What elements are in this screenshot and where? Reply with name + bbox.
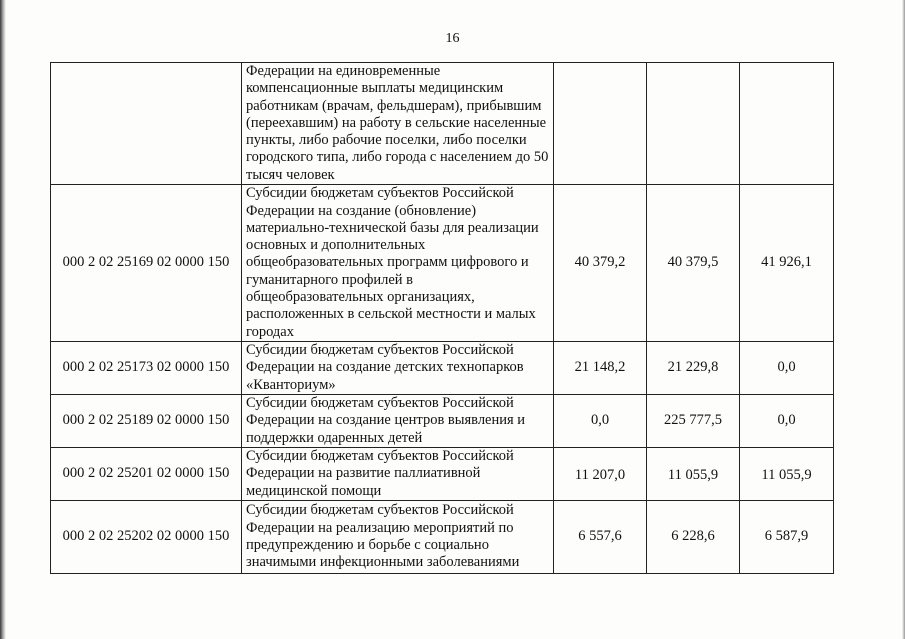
value-year-3 [740,63,834,185]
description-cell: Субсидии бюджетам субъектов Российской Федерации на создание центров выявления и поддержки одаренных детей [242,394,554,447]
table-row [51,500,834,573]
description-cell: Субсидии бюджетам субъектов Российской Федерации на создание детских технопарков «Кванториум» [242,342,554,395]
budget-table [50,62,834,574]
table-row [51,63,834,185]
budget-code: 000 2 02 25173 02 0000 150 [51,342,242,395]
value-year-3: 41 926,1 [740,185,834,342]
budget-code: 000 2 02 25169 02 0000 150 [51,185,242,342]
value-year-1: 21 148,2 [554,342,647,395]
value-year-3: 11 055,9 [740,447,834,500]
description-cell: Субсидии бюджетам субъектов Российской Федерации на реализацию мероприятий по предупреждению и борьбе с социально значимыми инфекционными заболеваниями [242,500,554,573]
table-row [51,394,834,447]
value-year-2 [647,63,740,185]
description-cell: Субсидии бюджетам субъектов Российской Федерации на развитие паллиативной медицинской помощи [242,447,554,500]
value-year-2: 6 228,6 [647,500,740,573]
page-number: 16 [445,31,460,46]
description-cell: Федерации на единовременные компенсационные выплаты медицинским работникам (врачам, фельдшерам), прибывшим (переехавшим) на работу в сельские населенные пункты, либо рабочие поселки, либо поселки городского типа, либо города с населением до 50 тысяч человек [242,63,554,185]
value-year-3: 0,0 [740,342,834,395]
value-year-1: 40 379,2 [554,185,647,342]
budget-code [51,63,242,185]
value-year-2: 11 055,9 [647,447,740,500]
value-year-1: 11 207,0 [554,447,647,500]
value-year-3: 0,0 [740,394,834,447]
value-year-1 [554,63,647,185]
scan-edge-left [0,0,6,639]
value-year-1: 0,0 [554,394,647,447]
budget-code: 000 2 02 25202 02 0000 150 [51,500,242,573]
value-year-1: 6 557,6 [554,500,647,573]
value-year-3: 6 587,9 [740,500,834,573]
budget-code: 000 2 02 25201 02 0000 150 [51,447,242,500]
value-year-2: 225 777,5 [647,394,740,447]
table-row [51,447,834,500]
budget-code: 000 2 02 25189 02 0000 150 [51,394,242,447]
table-row [51,342,834,395]
value-year-2: 21 229,8 [647,342,740,395]
table-row [51,185,834,342]
value-year-2: 40 379,5 [647,185,740,342]
description-cell: Субсидии бюджетам субъектов Российской Федерации на создание (обновление) материально-технической базы для реализации основных и дополнительных общеобразовательных программ цифрового и гуманитарного профилей в общеобразовательных организациях, расположенных в сельской местности и малых городах [242,185,554,342]
